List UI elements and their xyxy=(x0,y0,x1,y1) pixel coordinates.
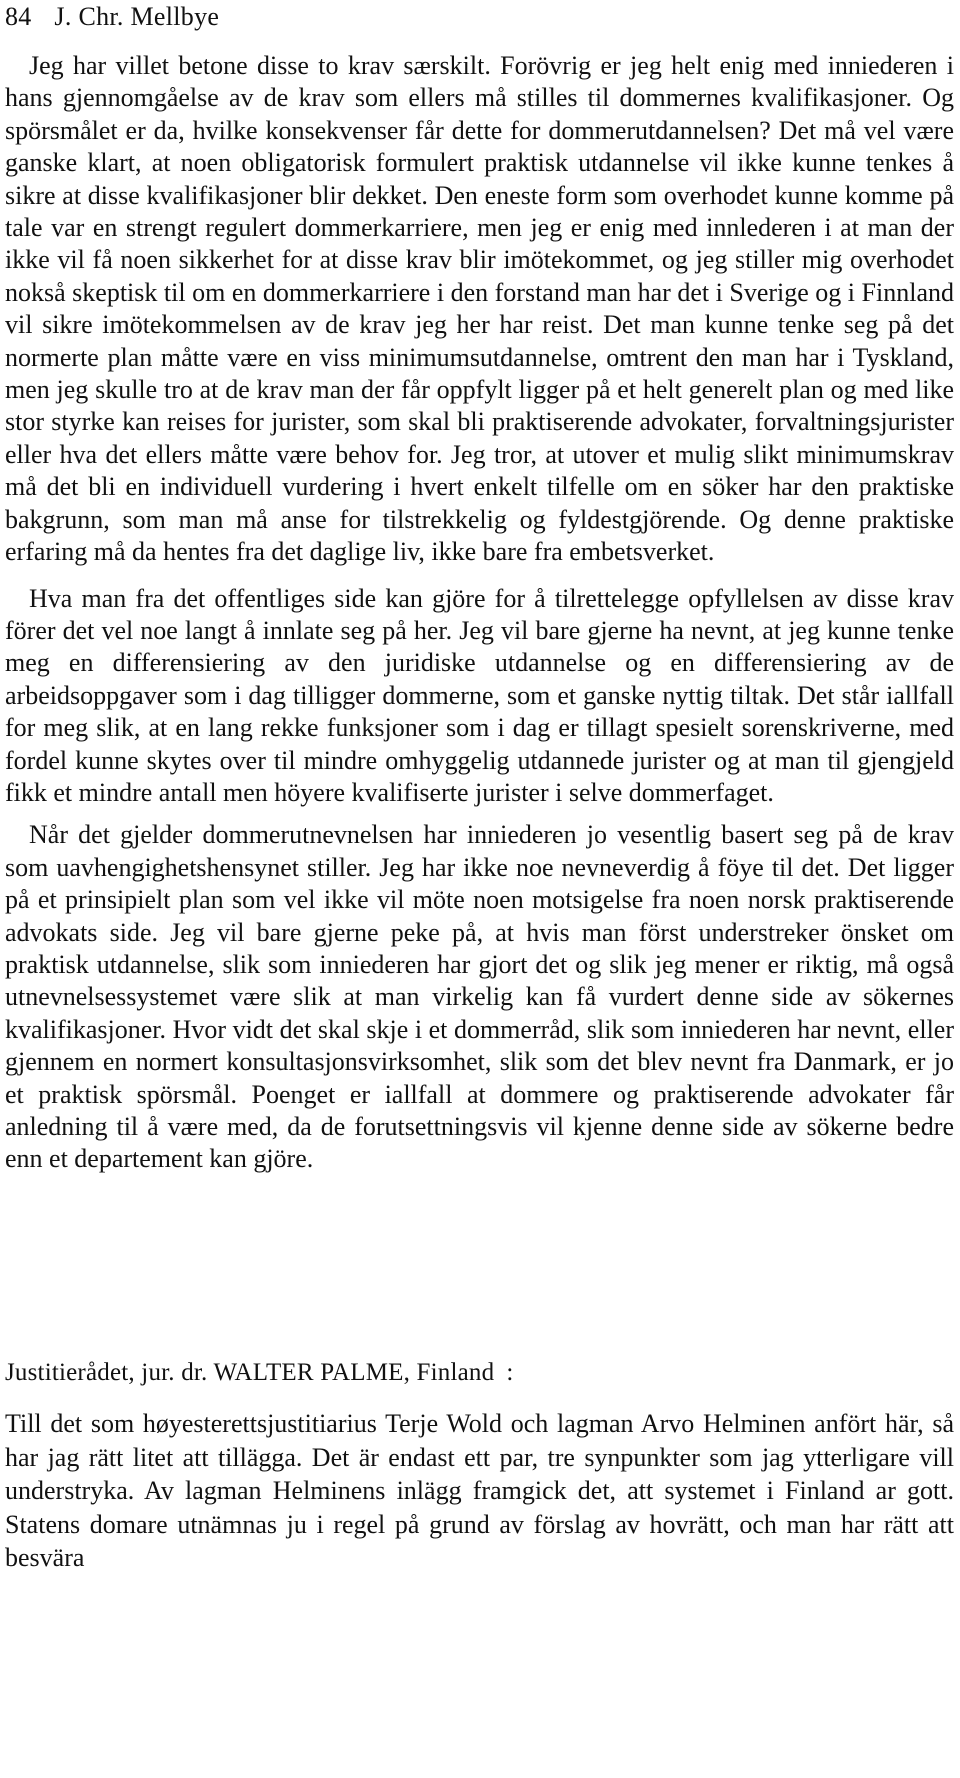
speech-paragraph: Till det som høyesterettsjustitiarius Terje Wold och lagman Arvo Helminen anfört här, så har jag rätt litet att tillägga. Det är endast ett par, tre synpunkter som jag ytterligare vill understryka. Av lagman Helminens inlägg framgick det, att systemet i Finland ar gott. Statens domare utnämnas ju i regel på grund av förslag av hovrätt, och man har rätt att besvära xyxy=(5,1409,954,1573)
speaker-line: Justitierådet, jur. dr. WALTER PALME, Finland xyxy=(5,1359,495,1386)
speaker-colon: : xyxy=(506,1359,514,1386)
body-text xyxy=(5,50,954,1176)
page-number: 84 xyxy=(5,2,32,31)
running-header xyxy=(5,0,219,34)
paragraph-2: Hva man fra det offentliges side kan gjöre for å tilrettelegge opfyllelsen av disse krav förer det vel noe langt å innlate seg på her. Jeg vil bare gjerne ha nevnt, at jeg kunne tenke meg en differensiering av den juridiske utdannelse og en differensiering av de arbeidsoppgaver som i dag tilligger dommerne, som et ganske nyttig tiltak. Det står iallfall for meg slik, at en lang rekke funksjoner som i dag er tillagt spesielt sorenskriverne, med fordel kunne skytes over til mindre omhyggelig utdannede jurister og at man til gjengjeld fikk et mindre antall men höyere kvalifiserte jurister i selve dommerfaget. xyxy=(5,583,954,807)
paragraph-3: Når det gjelder dommerutnevnelsen har inniederen jo vesentlig basert seg på de krav som uavhengighetshensynet stiller. Jeg har ikke noe nevneverdig å föye til det. Det ligger på et prinsipielt plan som vel ikke vil möte noen motsigelse fra noen norsk praktiserende advokats side. Jeg vil bare gjerne peke på, at hvis man först understreker önsket om praktisk utdannelse, slik som inniederen har gjort det og slik jeg mener er riktig, må også utnevnelsessystemet være slik at man virkelig kan få vurdert denne side av sökernes kvalifikasjoner. Hvor vidt det skal skje i et dommerråd, slik som inniederen har nevnt, eller gjennem en normert konsultasjonsvirksomhet, slik som det blev nevnt fra Danmark, er jo et praktisk spörsmål. Poenget er iallfall at dommere og praktiserende advokater får anledning til å være med, da de forutsettningsvis vil kjenne denne side av sökerne bedre enn et departement kan gjöre. xyxy=(5,820,954,1174)
running-title: J. Chr. Mellbye xyxy=(54,2,220,31)
paragraph-1: Jeg har villet betone disse to krav særskilt. Forövrig er jeg helt enig med inniederen i hans gjennomgåelse av de krav som ellers må stilles til dommernes kvalifikasjoner. Og spörsmålet er da, hvilke konsekvenser får dette for dommerutdannelsen? Det må vel være ganske klart, at noen obligatorisk formulert praktisk utdannelse vil ikke kunne tenkes å sikre at disse kvalifikasjoner blir dekket. Den eneste form som overhodet kunne komme på tale var en strengt regulert dommerkarriere, men jeg er enig med innlederen i at man der ikke vil få noen sikkerhet for at disse krav blir imötekommet, og jeg stiller mig overhodet nokså skeptisk til om en dommerkarriere i den forstand man har det i Sverige og i Finnland vil sikre imötekommelsen av de krav jeg her har reist. Det man kunne tenke seg på det normerte plan måtte være en viss minimumsutdannelse, omtrent den man har i Tyskland, men jeg skulle tro at de krav man der får oppfylt ligger på et helt generelt plan og med like stor styrke kan reises for jurister, som skal bli praktiserende advokater, forvaltningsjurister eller hva det ellers måtte være behov for. Jeg tror, at utover et mulig slikt minimumskrav må det bli en individuell vurdering i hvert enkelt tilfelle om en söker har den praktiske bakgrunn, som man må anse for tilstrekkelig og fyldestgjörende. Og denne praktiske erfaring må da hentes fra det daglige liv, ikke bare fra embetsverket. xyxy=(5,51,954,567)
speech-text xyxy=(5,1407,954,1575)
speaker-heading xyxy=(5,1356,514,1390)
